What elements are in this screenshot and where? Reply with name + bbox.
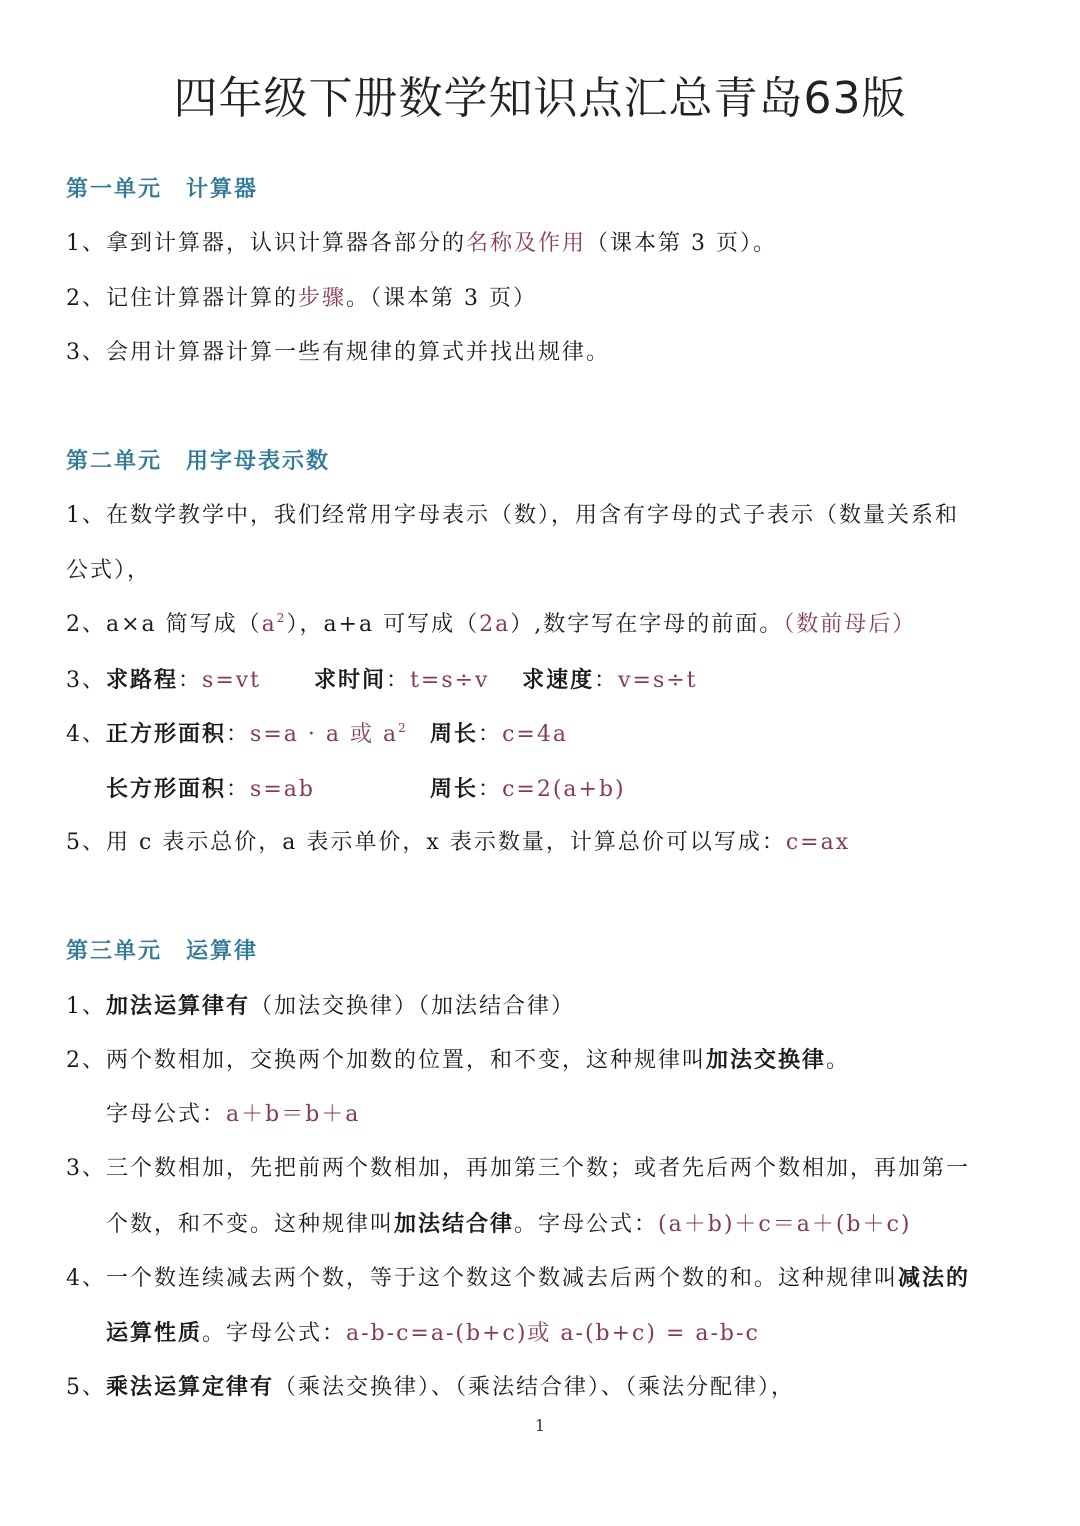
bold-term: 正方形面积 [106,721,227,747]
formula: c=2(a+b) [502,777,626,802]
unit2-item-3 [66,665,1030,696]
text: 4、 [66,722,106,747]
unit2-item-4 [66,719,1030,750]
text: 个数，和不变。这种规律叫 [106,1212,395,1237]
unit3-item-5 [66,1372,1030,1403]
highlight-text: 步骤 [298,286,347,311]
unit3-item-2 [66,1045,1030,1076]
unit3-item-4a [66,1263,1030,1294]
formula: v=s÷t [618,668,698,693]
bold-term: 求路程 [106,667,179,693]
page-title: 四年级下册数学知识点汇总青岛63版 [173,73,907,124]
formula: (a＋b)＋c＝a＋(b＋c) [658,1212,912,1237]
unit1-item-3: 3、会用计算器计算一些有规律的算式并找出规律。 [66,340,610,365]
text: 2、记住计算器计算的 [66,286,298,311]
highlight-text [262,612,287,637]
bold-term: 加法交换律 [706,1047,827,1073]
bold-term: 周长 [430,721,479,747]
text: 5、用 c 表示总价，a 表示单价，x 表示数量，计算总价可以写成： [66,830,786,855]
unit3-heading: 第三单元 运算律 [66,938,259,964]
text: ： [226,777,251,802]
text: 4、一个数连续减去两个数，等于这个数这个数减去后两个数的和。这种规律叫 [66,1266,898,1291]
text: 3、 [66,668,106,693]
text: 5、 [66,1375,106,1400]
bold-term: 加法结合律 [394,1211,515,1237]
page-number: 1 [534,1416,546,1435]
text: 1、 [66,994,106,1019]
formula: s=ab [250,777,315,802]
text: 2、两个数相加，交换两个加数的位置，和不变，这种规律叫 [66,1048,706,1073]
bold-term: 周长 [430,776,479,802]
text: ： [386,668,411,693]
unit1-item-1 [66,229,1030,259]
superscript: 2 [398,721,408,735]
unit2-item-2 [66,610,1030,640]
unit2-heading: 第二单元 用字母表示数 [66,448,331,474]
formula: a-b-c=a-(b+c)或 a-(b+c) = a-b-c [346,1321,760,1346]
text: a [261,612,277,637]
unit3-item-1 [66,991,1030,1022]
text: （课本第 3 页）。 [586,231,777,256]
unit2-item-5 [66,828,1030,858]
highlight-text: （数前母后） [783,612,917,637]
text: 1、拿到计算器，认识计算器各部分的 [66,231,466,256]
unit2-item-4b [106,774,1030,805]
bold-term: 长方形面积 [106,776,227,802]
text: ： [226,722,251,747]
formula: s=a · a 或 a [250,722,399,747]
highlight-text: 2a [479,612,511,637]
text: ： [478,722,503,747]
text: ）,数字写在字母的前面。 [510,612,784,637]
unit1-heading: 第一单元 计算器 [66,176,259,202]
formula: c=ax [785,830,851,855]
formula: c=4a [502,722,568,747]
formula: t=s÷v [410,668,490,693]
text: ： [478,777,503,802]
text: ），a+a 可写成（ [286,612,480,637]
unit3-item-2b [106,1100,1030,1130]
unit2-item-1b: 公式）， [66,558,152,583]
unit3-item-3a: 3、三个数相加，先把前两个数相加，再加第三个数；或者先后两个数相加，再加第一 [66,1156,970,1181]
text: （乘法交换律）、（乘法结合律）、（乘法分配律）， [274,1375,796,1400]
bold-term: 求时间 [314,667,387,693]
bold-term: 运算性质 [106,1320,203,1346]
bold-term: 减法的 [898,1265,971,1291]
text: （加法交换律）（加法结合律） [250,994,576,1019]
text: 。 [826,1048,851,1073]
text: 2、a×a 简写成（ [66,612,262,637]
unit3-item-3b [106,1209,1030,1240]
superscript: 2 [276,611,287,625]
formula: s=vt [202,668,262,693]
unit1-item-2 [66,284,1030,314]
text: 。字母公式： [514,1212,659,1237]
formula: a＋b＝b＋a [226,1102,361,1127]
text: ： [594,668,619,693]
bold-term: 求速度 [522,667,595,693]
text: 字母公式： [106,1102,227,1127]
text: 。（课本第 3 页） [346,286,537,311]
text: ： [178,668,203,693]
bold-term: 加法运算律有 [106,993,251,1019]
highlight-text: 名称及作用 [466,231,587,256]
unit2-item-1a: 1、在数学教学中，我们经常用字母表示（数），用含有字母的式子表示（数量关系和 [66,503,959,528]
text: 。字母公式： [202,1321,347,1346]
unit3-item-4b [106,1318,1030,1349]
bold-term: 乘法运算定律有 [106,1374,275,1400]
